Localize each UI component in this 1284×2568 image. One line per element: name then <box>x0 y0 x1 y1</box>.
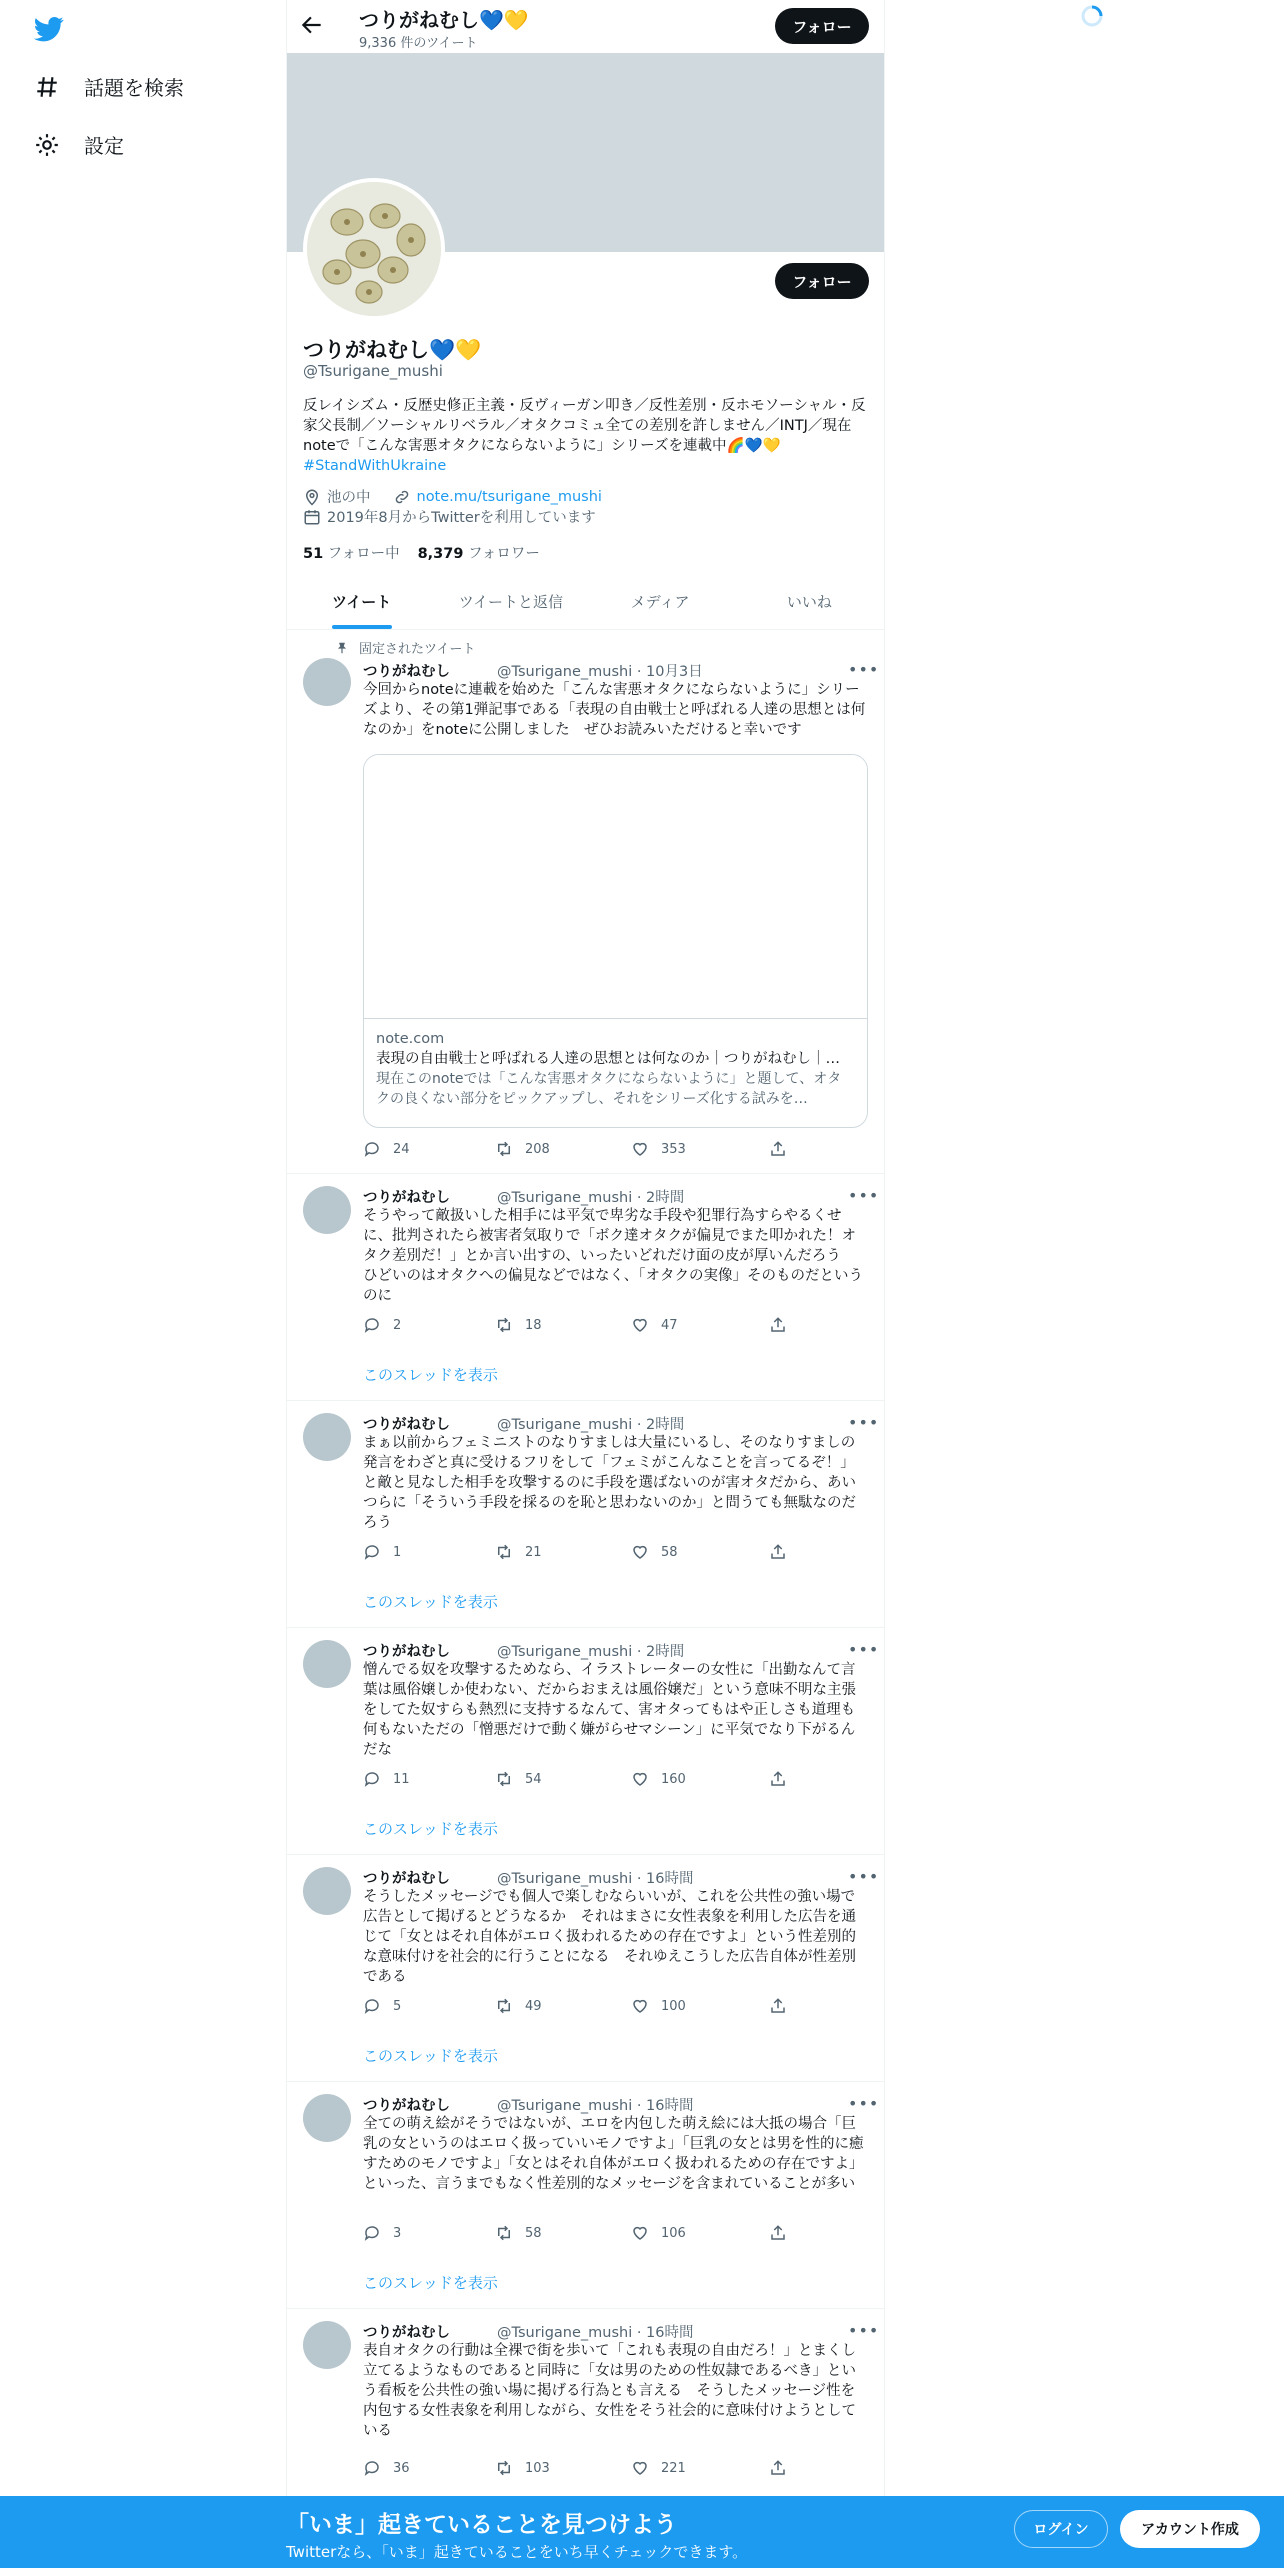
tweet-header <box>363 2094 694 2115</box>
link-card-title: 表現の自由戦士と呼ばれる人達の思想とは何なのか｜つりがねむし｜… <box>376 1051 840 1067</box>
heart-icon <box>631 1770 649 1788</box>
tweet-text: そうやって敵扱いした相手には平気で卑劣な手段や犯罪行為すらやるくせに、批判されたら被害者気取りで「ボク達オタクが偏見でまた叩かれた！オタク差別だ！」とか言い出すの、いったいどれだけ面の皮が厚いんだろう ひどいのはオタクへの偏見などではなく、「オタクの実像」そのものだというのに <box>363 1208 863 1304</box>
retweet-icon <box>495 1997 513 2015</box>
link-card-image <box>364 755 867 1019</box>
share-icon <box>769 2224 787 2242</box>
header-name: つりがねむし💙💛 <box>359 8 529 32</box>
profile-column <box>286 0 885 2496</box>
like-button[interactable] <box>631 1316 769 1334</box>
retweet-icon <box>495 1316 513 1334</box>
nav-settings[interactable] <box>34 130 124 159</box>
loading-spinner-icon <box>1080 4 1104 28</box>
profile-follow-button[interactable]: フォロー <box>775 263 869 299</box>
share-button[interactable] <box>769 1140 787 1158</box>
reply-button[interactable] <box>363 1543 495 1561</box>
heart-icon <box>631 1140 649 1158</box>
tweet-header <box>363 2321 694 2342</box>
share-icon <box>769 1316 787 1334</box>
retweet-count: 103 <box>525 2460 550 2476</box>
reply-button[interactable] <box>363 2459 495 2477</box>
tweet-text: 全ての萌え絵がそうではないが、エロを内包した萌え絵には大抵の場合「巨乳の女というのはエロく扱っていいモノですよ」「巨乳の女とは男を性的に癒すためのモノですよ」「女とはそれ自体がエロく扱われるための存在ですよ」といった、言うまでもなく性差別的なメッセージを含まれていることが多い <box>363 2116 864 2192</box>
tweet-meta[interactable]: @Tsurigane_mushi · 2時間 <box>497 1417 685 1433</box>
like-button[interactable] <box>631 1543 769 1561</box>
header-tweet-count: 9,336 件のツイート <box>359 36 478 51</box>
calendar-icon <box>303 508 321 526</box>
tweet-meta[interactable]: @Tsurigane_mushi · 2時間 <box>497 1644 685 1660</box>
profile-tabs <box>287 574 884 630</box>
tweet-meta[interactable]: @Tsurigane_mushi · 10月3日 <box>497 664 703 680</box>
tweet-item[interactable] <box>287 2082 884 2309</box>
retweet-button[interactable] <box>495 1543 631 1561</box>
reply-icon <box>363 2224 381 2242</box>
avatar[interactable] <box>303 658 351 706</box>
reply-icon <box>363 2459 381 2477</box>
more-icon[interactable]: ••• <box>848 1867 880 1886</box>
share-button[interactable] <box>769 1997 787 2015</box>
tweet-item[interactable] <box>287 1628 884 1855</box>
bio-hashtag-link[interactable]: #StandWithUkraine <box>303 458 447 474</box>
reply-button[interactable] <box>363 1770 495 1788</box>
retweet-count: 18 <box>525 1317 542 1333</box>
heart-icon <box>631 2224 649 2242</box>
tab-media-label: メディア <box>630 593 690 611</box>
like-count: 106 <box>661 2225 686 2241</box>
tweet-author-name[interactable]: つりがねむし <box>363 664 450 680</box>
nav-explore-label: 話題を検索 <box>84 76 184 100</box>
show-thread-link[interactable]: このスレッドを表示 <box>363 1366 498 1384</box>
link-card-description: 現在このnoteでは「こんな害悪オタクにならないように」と題して、オタクの良くない部分をピックアップし、それをシリーズ化する試みを… <box>376 1071 842 1107</box>
reply-button[interactable] <box>363 2224 495 2242</box>
like-button[interactable] <box>631 2224 769 2242</box>
share-icon <box>769 1997 787 2015</box>
tweet-author-name[interactable]: つりがねむし <box>363 1190 450 1206</box>
show-thread-link[interactable]: このスレッドを表示 <box>363 1820 498 1838</box>
tweet-author-name[interactable]: つりがねむし <box>363 1871 450 1887</box>
tweet-item[interactable] <box>287 1174 884 1401</box>
more-icon[interactable]: ••• <box>848 1413 880 1432</box>
pinned-label: 固定されたツイート <box>359 642 476 657</box>
reply-count: 11 <box>393 1771 410 1787</box>
avatar[interactable] <box>303 1186 351 1234</box>
tweet-meta[interactable]: @Tsurigane_mushi · 16時間 <box>497 1871 694 1887</box>
profile-meta-joined <box>303 506 596 527</box>
more-icon[interactable]: ••• <box>848 1186 880 1205</box>
tweet-item[interactable] <box>287 1855 884 2082</box>
tweet-header <box>363 660 703 681</box>
avatar-image <box>307 182 441 316</box>
signup-button[interactable]: アカウント作成 <box>1120 2510 1260 2548</box>
like-button[interactable] <box>631 1997 769 2015</box>
active-tab-indicator <box>332 625 392 629</box>
tweet-header <box>363 1413 684 1434</box>
like-count: 58 <box>661 1544 678 1560</box>
location-pin-icon <box>303 488 321 506</box>
tab-tweets-label: ツイート <box>331 593 392 611</box>
followers-count: 8,379 <box>417 546 464 562</box>
share-button[interactable] <box>769 1543 787 1561</box>
retweet-count: 21 <box>525 1544 542 1560</box>
tweet-meta[interactable]: @Tsurigane_mushi · 2時間 <box>497 1190 685 1206</box>
share-button[interactable] <box>769 1316 787 1334</box>
tab-likes[interactable] <box>735 574 884 629</box>
tweet-actions <box>363 1543 787 1561</box>
tab-tweets-replies[interactable] <box>436 574 585 629</box>
share-icon <box>769 1543 787 1561</box>
like-count: 100 <box>661 1998 686 2014</box>
hashtag-icon <box>34 74 60 100</box>
tweet-author-name[interactable]: つりがねむし <box>363 1417 450 1433</box>
following-count: 51 <box>303 546 324 562</box>
reply-count: 2 <box>393 1317 402 1333</box>
gear-icon <box>34 132 60 158</box>
retweet-button[interactable] <box>495 1770 631 1788</box>
profile-meta-location-link <box>303 486 602 507</box>
like-count: 221 <box>661 2460 686 2476</box>
share-button[interactable] <box>769 1770 787 1788</box>
pinned-indicator <box>335 638 475 657</box>
profile-avatar[interactable] <box>303 178 445 320</box>
tweet-actions <box>363 2459 787 2477</box>
tweet-text: まぁ以前からフェミニストのなりすましは大量にいるし、そのなりすましの発言をわざと真に受けるフリをして「フェミがこんなことを言ってるぞ！」と敵と見なした相手を攻撃するのに手段を選ばないのが害オタだから、あいつらに「そういう手段を採るのを恥と思わないのか」と問うても無駄なのだろう <box>363 1435 856 1531</box>
pin-icon <box>335 641 349 655</box>
retweet-icon <box>495 2459 513 2477</box>
retweet-button[interactable] <box>495 1140 631 1158</box>
signup-banner-subtitle: Twitterなら、「いま」起きていることをいち早くチェックできます。 <box>286 2543 748 2561</box>
like-button[interactable] <box>631 1140 769 1158</box>
share-icon <box>769 1140 787 1158</box>
twitter-logo-icon[interactable] <box>34 14 64 44</box>
reply-count: 1 <box>393 1544 402 1560</box>
profile-bio <box>303 396 873 476</box>
retweet-icon <box>495 1543 513 1561</box>
follow-stats <box>303 542 540 563</box>
reply-button[interactable] <box>363 1316 495 1334</box>
login-button[interactable]: ログイン <box>1014 2510 1108 2548</box>
followers-stat[interactable] <box>418 542 540 563</box>
retweet-count: 58 <box>525 2225 542 2241</box>
nav-explore[interactable] <box>34 72 184 101</box>
reply-icon <box>363 1316 381 1334</box>
avatar[interactable] <box>303 1413 351 1461</box>
followers-label: フォロワー <box>468 546 540 562</box>
tweet-author-name[interactable]: つりがねむし <box>363 1644 450 1660</box>
profile-link[interactable]: note.mu/tsurigane_mushi <box>416 488 602 505</box>
like-count: 353 <box>661 1141 686 1157</box>
tweet-text: 憎んでる奴を攻撃するためなら、イラストレーターの女性に「出勤なんて言葉は風俗嬢しか使わない、だからおまえは風俗嬢だ」という意味不明な主張をしてた奴すらも熱烈に支持するなんて、害オタってもはや正しさも道理も何もないただの「憎悪だけで動く嫌がらせマシーン」に平気でなり下がるんだな <box>363 1662 856 1758</box>
reply-count: 24 <box>393 1141 410 1157</box>
tweet-item[interactable] <box>287 1401 884 1628</box>
link-card-body <box>364 1019 867 1119</box>
back-arrow-icon[interactable] <box>299 12 325 38</box>
more-icon[interactable]: ••• <box>848 660 880 679</box>
retweet-button[interactable] <box>495 1316 631 1334</box>
link-icon <box>393 488 411 506</box>
link-card[interactable] <box>363 754 868 1128</box>
retweet-button[interactable] <box>495 1997 631 2015</box>
retweet-button[interactable] <box>495 2459 631 2477</box>
like-count: 47 <box>661 1317 678 1333</box>
avatar[interactable] <box>303 1640 351 1688</box>
heart-icon <box>631 2459 649 2477</box>
profile-header-bar <box>287 0 884 53</box>
tweet-text: 表自オタクの行動は全裸で街を歩いて「これも表現の自由だろ！」とまくし立てるようなものであると同時に「女は男のための性奴隷であるべき」という看板を公共性の強い場に掲げる行為とも言える そうしたメッセージ性を内包する女性表象を利用しながら、女性をそう社会的に意味付けようとしている <box>363 2343 856 2439</box>
share-icon <box>769 1770 787 1788</box>
retweet-icon <box>495 1770 513 1788</box>
signup-banner-title: 「いま」起きていることを見つけよう <box>286 2512 677 2538</box>
tweet-item[interactable] <box>287 2309 884 2496</box>
avatar[interactable] <box>303 2321 351 2369</box>
retweet-count: 49 <box>525 1998 542 2014</box>
like-count: 160 <box>661 1771 686 1787</box>
tweet-meta[interactable]: @Tsurigane_mushi · 16時間 <box>497 2098 694 2114</box>
following-stat[interactable] <box>303 542 400 563</box>
reply-icon <box>363 1997 381 2015</box>
tweet-header <box>363 1640 684 1661</box>
like-button[interactable] <box>631 1770 769 1788</box>
more-icon[interactable]: ••• <box>848 2321 880 2340</box>
show-thread-link[interactable]: このスレッドを表示 <box>363 1593 498 1611</box>
profile-location: 池の中 <box>327 490 371 506</box>
reply-button[interactable] <box>363 1997 495 2015</box>
tweet-meta[interactable]: @Tsurigane_mushi · 16時間 <box>497 2325 694 2341</box>
tab-tweets-replies-label: ツイートと返信 <box>458 593 563 611</box>
tweet-text: 今回からnoteに連載を始めた「こんな害悪オタクにならないように」シリーズより、その第1弾記事である「表現の自由戦士と呼ばれる人達の思想とは何なのか」をnoteに公開しました ぜひお読みいただけると幸いです <box>363 682 866 738</box>
more-icon[interactable]: ••• <box>848 2094 880 2113</box>
following-label: フォロー中 <box>327 546 400 562</box>
retweet-button[interactable] <box>495 2224 631 2242</box>
reply-icon <box>363 1140 381 1158</box>
reply-count: 36 <box>393 2460 410 2476</box>
heart-icon <box>631 1543 649 1561</box>
tweet-actions <box>363 1770 787 1788</box>
bio-text: 反レイシズム・反歴史修正主義・反ヴィーガン叩き／反性差別・反ホモソーシャル・反家父長制／ソーシャルリベラル／オタクコミュ全ての差別を許しません／INTJ／現在noteで「こんな害悪オタクにならないように」シリーズを連載中🌈💙💛 <box>303 398 866 454</box>
reply-count: 5 <box>393 1998 402 2014</box>
nav-settings-label: 設定 <box>84 134 124 158</box>
tweet-actions <box>363 1997 787 2015</box>
share-button[interactable] <box>769 2224 787 2242</box>
show-thread-link[interactable]: このスレッドを表示 <box>363 2047 498 2065</box>
reply-icon <box>363 1543 381 1561</box>
tweet-text: そうしたメッセージでも個人で楽しむならいいが、これを公共性の強い場で広告として掲げるとどうなるか それはまさに女性表象を利用した広告を通じて「女とはそれ自体がエロく扱われるための存在ですよ」という性差別的な意味付けを社会的に行うことになる それゆえこうした広告自体が性差別である <box>363 1889 856 1985</box>
avatar[interactable] <box>303 2094 351 2142</box>
tweet-header <box>363 1867 694 1888</box>
tab-tweets[interactable] <box>287 574 436 629</box>
retweet-icon <box>495 2224 513 2242</box>
avatar[interactable] <box>303 1867 351 1915</box>
profile-name: つりがねむし💙💛 <box>303 338 482 362</box>
tab-media[interactable] <box>586 574 735 629</box>
show-thread-link[interactable]: このスレッドを表示 <box>363 2274 498 2292</box>
tab-likes-label: いいね <box>786 593 832 611</box>
more-icon[interactable]: ••• <box>848 1640 880 1659</box>
tweet-actions <box>363 1316 787 1334</box>
reply-icon <box>363 1770 381 1788</box>
heart-icon <box>631 1997 649 2015</box>
profile-handle: @Tsurigane_mushi <box>303 362 443 380</box>
profile-joined: 2019年8月からTwitterを利用しています <box>327 510 596 526</box>
heart-icon <box>631 1316 649 1334</box>
link-card-domain: note.com <box>376 1031 445 1047</box>
retweet-count: 54 <box>525 1771 542 1787</box>
tweet-author-name[interactable]: つりがねむし <box>363 2098 450 2114</box>
share-button[interactable] <box>769 2459 787 2477</box>
tweet-actions <box>363 1140 787 1158</box>
signup-banner <box>0 2496 1284 2568</box>
tweet-author-name[interactable]: つりがねむし <box>363 2325 450 2341</box>
share-icon <box>769 2459 787 2477</box>
like-button[interactable] <box>631 2459 769 2477</box>
reply-button[interactable] <box>363 1140 495 1158</box>
tweet-header <box>363 1186 684 1207</box>
retweet-icon <box>495 1140 513 1158</box>
retweet-count: 208 <box>525 1141 550 1157</box>
tweet-actions <box>363 2224 787 2242</box>
reply-count: 3 <box>393 2225 402 2241</box>
header-follow-button[interactable]: フォロー <box>775 8 869 44</box>
